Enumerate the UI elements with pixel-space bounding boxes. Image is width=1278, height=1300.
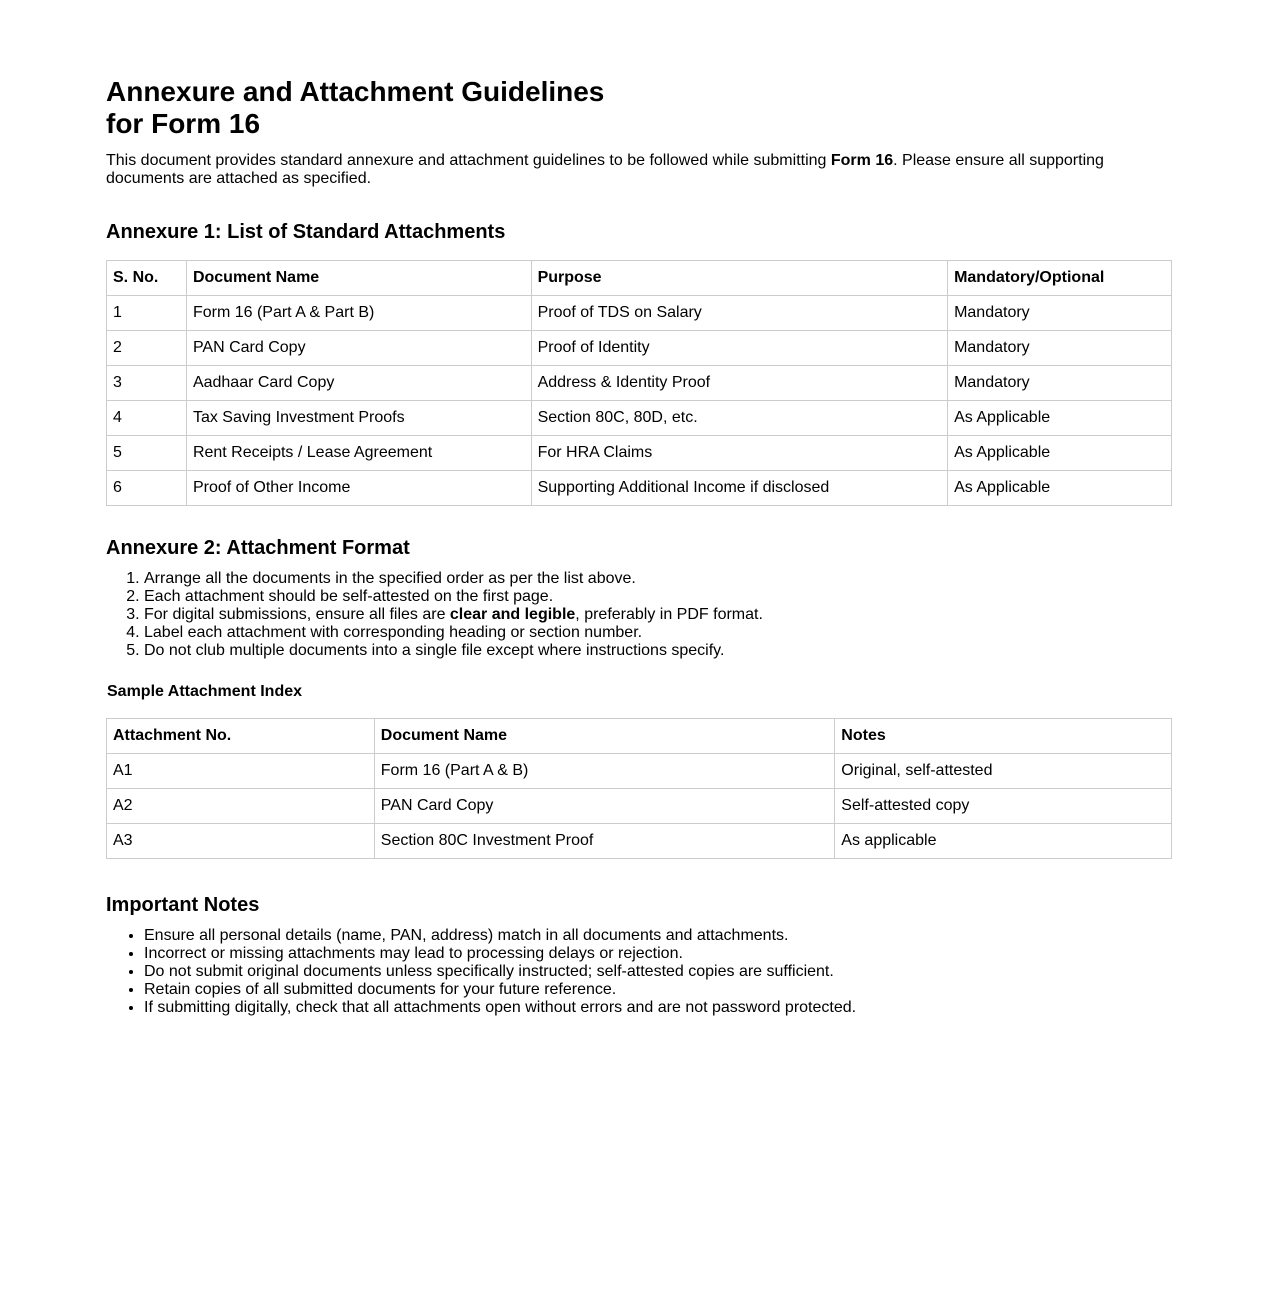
intro-paragraph — [106, 152, 1116, 188]
header-notes: Notes — [835, 719, 1172, 754]
cell-document-name: Tax Saving Investment Proofs — [186, 401, 531, 436]
header-sno: S. No. — [107, 261, 187, 296]
cell-attachment-no: A3 — [107, 824, 375, 859]
cell-mandatory: Mandatory — [948, 296, 1172, 331]
table-row — [107, 471, 1172, 506]
step3-text-before: For digital submissions, ensure all files are — [144, 606, 450, 623]
cell-mandatory: Mandatory — [948, 366, 1172, 401]
cell-sno: 2 — [107, 331, 187, 366]
standard-attachments-table — [106, 260, 1172, 506]
cell-sno: 4 — [107, 401, 187, 436]
intro-text-bold: Form 16 — [830, 152, 894, 169]
table-header-row — [107, 261, 1172, 296]
cell-document-name: Form 16 (Part A & B) — [374, 754, 835, 789]
sample-index-heading: Sample Attachment Index — [107, 683, 303, 700]
table-row — [107, 754, 1172, 789]
title-line-1: Annexure and Attachment Guidelines — [106, 76, 605, 107]
cell-document-name: PAN Card Copy — [374, 789, 835, 824]
cell-sno: 1 — [107, 296, 187, 331]
list-item — [144, 606, 1172, 624]
cell-document-name: Aadhaar Card Copy — [186, 366, 531, 401]
list-item: 2. Each attachment should be self-attested on the first page. — [144, 588, 1172, 606]
table-header-row — [107, 719, 1172, 754]
header-mandatory-optional: Mandatory/Optional — [948, 261, 1172, 296]
annexure1-heading: Annexure 1: List of Standard Attachments — [106, 221, 506, 243]
cell-document-name: Form 16 (Part A & Part B) — [186, 296, 531, 331]
cell-notes: As applicable — [835, 824, 1172, 859]
cell-mandatory: Mandatory — [948, 331, 1172, 366]
cell-purpose: Section 80C, 80D, etc. — [531, 401, 948, 436]
intro-text-before: This document provides standard annexure and attachment guidelines to be followed while submitting — [106, 152, 831, 169]
cell-document-name: PAN Card Copy — [186, 331, 531, 366]
list-item: 4. Label each attachment with corresponding heading or section number. — [144, 624, 1172, 642]
header-attachment-no: Attachment No. — [107, 719, 375, 754]
table-row — [107, 401, 1172, 436]
list-item: • Retain copies of all submitted documents for your future reference. — [144, 981, 1172, 999]
cell-purpose: For HRA Claims — [531, 436, 948, 471]
cell-attachment-no: A1 — [107, 754, 375, 789]
list-item: • If submitting digitally, check that all attachments open without errors and are not password protected. — [144, 999, 1172, 1017]
important-notes-heading: Important Notes — [106, 894, 260, 916]
cell-notes: Original, self-attested — [835, 754, 1172, 789]
table-row — [107, 789, 1172, 824]
header-document-name: Document Name — [186, 261, 531, 296]
list-item: • Incorrect or missing attachments may lead to processing delays or rejection. — [144, 945, 1172, 963]
table-row — [107, 436, 1172, 471]
cell-document-name: Rent Receipts / Lease Agreement — [186, 436, 531, 471]
cell-sno: 3 — [107, 366, 187, 401]
table-row — [107, 366, 1172, 401]
list-item: • Ensure all personal details (name, PAN, address) match in all documents and attachments. — [144, 927, 1172, 945]
sample-attachment-index-table — [106, 718, 1172, 859]
table-row — [107, 331, 1172, 366]
intro-text-after: . Please ensure all supporting documents are attached as specified. — [106, 152, 1104, 187]
cell-mandatory: As Applicable — [948, 436, 1172, 471]
header-purpose: Purpose — [531, 261, 948, 296]
table-row — [107, 296, 1172, 331]
cell-purpose: Proof of TDS on Salary — [531, 296, 948, 331]
list-item: 1. Arrange all the documents in the specified order as per the list above. — [144, 570, 1172, 588]
list-item: 5. Do not club multiple documents into a single file except where instructions specify. — [144, 642, 1172, 660]
cell-mandatory: As Applicable — [948, 401, 1172, 436]
cell-mandatory: As Applicable — [948, 471, 1172, 506]
cell-purpose: Address & Identity Proof — [531, 366, 948, 401]
document-title — [106, 76, 1172, 140]
cell-notes: Self-attested copy — [835, 789, 1172, 824]
cell-attachment-no: A2 — [107, 789, 375, 824]
annexure2-heading: Annexure 2: Attachment Format — [106, 537, 410, 559]
attachment-format-list — [106, 570, 1172, 660]
step3-text-after: , preferably in PDF format. — [575, 606, 763, 623]
cell-purpose: Proof of Identity — [531, 331, 948, 366]
title-line-2: for Form 16 — [106, 108, 261, 139]
cell-document-name: Section 80C Investment Proof — [374, 824, 835, 859]
list-item: • Do not submit original documents unless specifically instructed; self-attested copies are sufficient. — [144, 963, 1172, 981]
cell-sno: 5 — [107, 436, 187, 471]
cell-purpose: Supporting Additional Income if disclosed — [531, 471, 948, 506]
step3-text-bold: clear and legible — [449, 606, 576, 623]
cell-sno: 6 — [107, 471, 187, 506]
table-row — [107, 824, 1172, 859]
important-notes-list — [106, 927, 1172, 1017]
header-document-name: Document Name — [374, 719, 835, 754]
cell-document-name: Proof of Other Income — [186, 471, 531, 506]
